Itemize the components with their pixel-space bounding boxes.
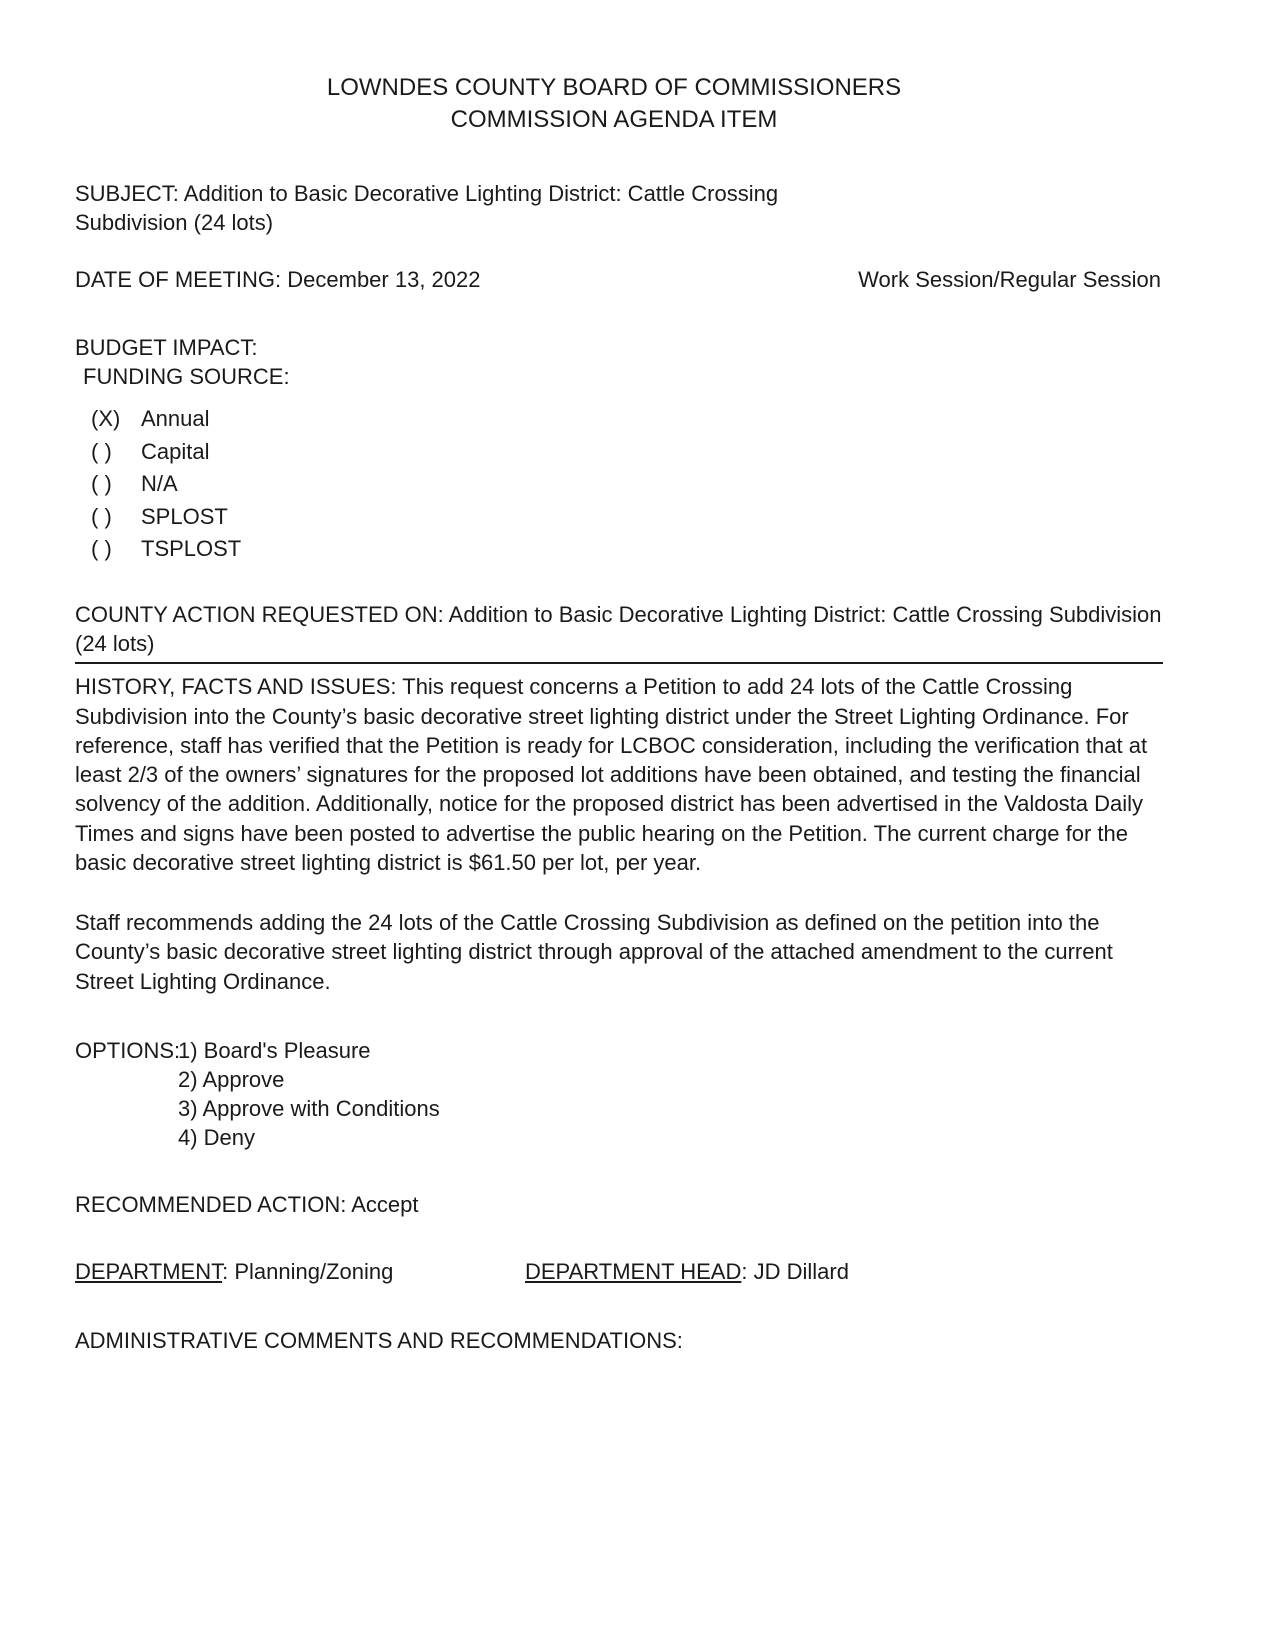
recommended-action: RECOMMENDED ACTION: Accept (75, 1191, 419, 1217)
date-of-meeting: DATE OF MEETING: December 13, 2022 (75, 267, 481, 293)
checkbox-mark: ( ) (91, 471, 112, 497)
funding-option-label: Annual (141, 406, 210, 432)
department-head (525, 1257, 849, 1286)
department-row (75, 1257, 1163, 1286)
funding-option-capital (75, 436, 1163, 469)
title-line-1: LOWNDES COUNTY BOARD OF COMMISSIONERS (326, 74, 902, 101)
funding-options-list (75, 403, 1163, 566)
funding-option-label: TSPLOST (141, 536, 242, 562)
department-value: : Planning/Zoning (222, 1259, 394, 1285)
document-title (75, 72, 1163, 137)
department-head-value: : JD Dillard (741, 1259, 849, 1285)
funding-option-na (75, 468, 1163, 501)
staff-recommendation: Staff recommends adding the 24 lots of the Cattle Crossing Subdivision as defined on the petition into the County’s basic decorative street lighting district through approval of the attached amendment to the current Street Lighting Ordinance. (75, 910, 1113, 994)
checkbox-mark: (X) (91, 406, 121, 432)
department-label: DEPARTMENT (75, 1259, 223, 1285)
options-section (75, 1036, 1163, 1152)
department-head-label: DEPARTMENT HEAD (525, 1259, 742, 1285)
funding-option-tsplost (75, 533, 1163, 566)
checkbox-mark: ( ) (91, 536, 112, 562)
department (75, 1257, 525, 1286)
funding-source-label: FUNDING SOURCE: (83, 363, 290, 389)
options-label: OPTIONS: (75, 1037, 181, 1063)
funding-option-label: Capital (141, 438, 210, 464)
county-action-requested: COUNTY ACTION REQUESTED ON: Addition to Basic Decorative Lighting District: Cattle Crossing Subdivision (24 lots) (75, 600, 1163, 665)
session-type: Work Session/Regular Session (858, 267, 1161, 293)
funding-option-annual (75, 403, 1163, 436)
checkbox-mark: ( ) (91, 503, 112, 529)
option-deny: 4) Deny (178, 1124, 256, 1150)
option-approve: 2) Approve (178, 1066, 285, 1092)
funding-option-label: N/A (141, 471, 178, 497)
checkbox-mark: ( ) (91, 438, 112, 464)
history-facts-issues: HISTORY, FACTS AND ISSUES: This request concerns a Petition to add 24 lots of the Cattle Crossing Subdivision into the County’s basic decorative street lighting district under the Street Lighting Ordinance. For reference, staff has verified that the Petition is ready for LCBOC consideration, including the verification that at least 2/3 of the owners’ signatures for the proposed lot additions have been obtained, and testing the financial solvency of the addition. Additionally, notice for the proposed district has been advertised in the Valdosta Daily Times and signs have been posted to advertise the public hearing on the Petition. The current charge for the basic decorative street lighting district is $61.50 per lot, per year. (75, 674, 1148, 875)
date-row (75, 265, 1163, 294)
title-line-2: COMMISSION AGENDA ITEM (450, 106, 778, 134)
subject-line: SUBJECT: Addition to Basic Decorative Lighting District: Cattle Crossing Subdivision (24 lots) (75, 180, 779, 236)
funding-option-label: SPLOST (141, 503, 228, 529)
options-list (178, 1036, 440, 1152)
option-boards-pleasure: 1) Board's Pleasure (178, 1037, 371, 1063)
funding-option-splost (75, 501, 1163, 534)
option-approve-with-conditions: 3) Approve with Conditions (178, 1095, 440, 1121)
administrative-comments: ADMINISTRATIVE COMMENTS AND RECOMMENDATIONS: (75, 1328, 683, 1354)
budget-impact-label: BUDGET IMPACT: (75, 334, 258, 360)
